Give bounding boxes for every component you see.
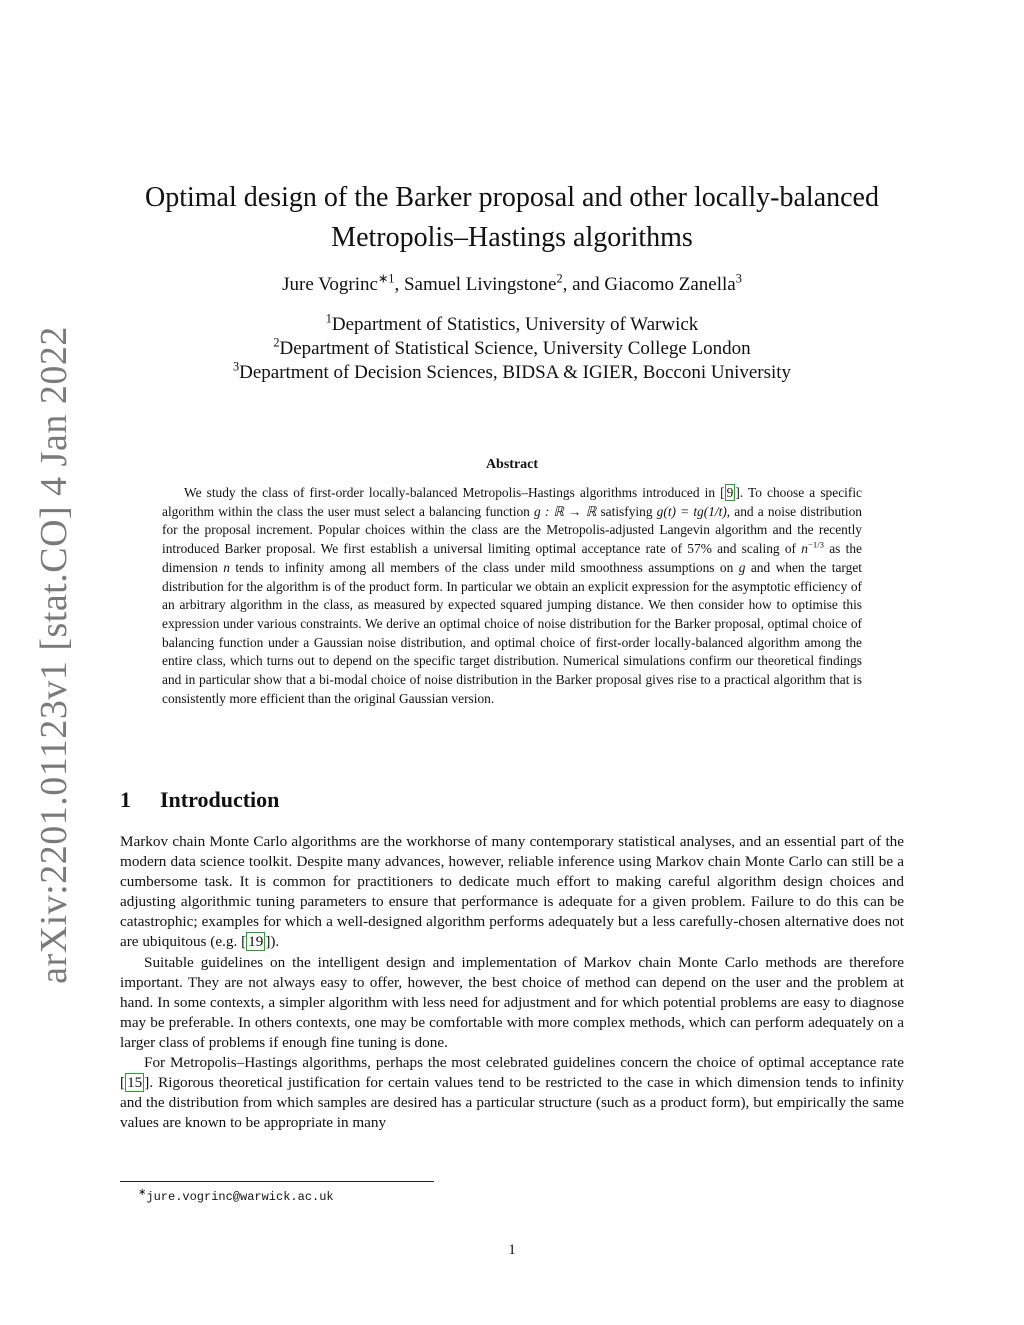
author-name: Jure Vogrinc [282, 274, 378, 295]
affiliation: $^1$Department of Statistics, University of Warwick [325, 311, 699, 335]
affiliation: $^3$Department of Decision Sciences, BIDSA & IGIER, Bocconi University [232, 359, 792, 383]
paragraph: Suitable guidelines on the intelligent design and implementation of Markov chain Monte Carlo methods are therefore important. They are not always easy to offer, however, the best choice of method can depend on the user and the problem at hand. In some contexts, a simpler algorithm with less need for adjustment and for which potential problems are easy to diagnose may be preferable. In others contexts, one may be comfortable with more complex methods, which can perform adequately on a larger class of problems if enough fine tuning is done. [120, 953, 904, 1051]
section-title: Introduction [160, 787, 280, 812]
citation-link[interactable]: 19 [248, 933, 264, 951]
footnote-rule [120, 1181, 434, 1182]
math-expression: g : ℝ → ℝ [534, 503, 597, 519]
page-number: 1 [508, 1242, 516, 1258]
paper-title [120, 178, 904, 258]
abstract-heading: Abstract [485, 457, 539, 472]
author-list [120, 272, 904, 298]
title-line-1: Optimal design of the Barker proposal and other locally-balanced [145, 182, 879, 213]
math-expression: n [801, 541, 808, 557]
math-expression: g [738, 559, 746, 575]
paragraph: Markov chain Monte Carlo algorithms are the workhorse of many contemporary statistical analyses, and an essential part of the modern data science toolkit. Despite many advances, however, reliable inference using Markov chain Monte Carlo can still be a cumbersome task. It is common for practitioners to dedicate much effort to making careful algorithm design choices and adjusting algorithmic tuning parameters to ensure that performance is adequate for a given problem. Failure to do this can be catastrophic; examples for which a well-designed algorithm performs adequately but a less carefully-chosen alternative does not are ubiquitous (e.g. [ 19 ]). [120, 833, 904, 951]
author-name: , and Giacomo Zanella [562, 274, 736, 295]
abstract-body: We study the class of first-order locally-balanced Metropolis–Hastings algorithms introduced in [ 9 ]. To choose a specific algorithm within the class the user must select a balancing function g : ℝ → ℝ satisfying g(t) = tg(1/t), and a noise distribution for the proposal increment. Popular choices within the class are the Metropolis-adjusted Langevin algorithm and the recently introduced Barker proposal. We first establish a universal limiting optimal acceptance rate of 57% and scaling of $n^{-1/3}$ as the dimension n tends to infinity among all members of the class under mild smoothness assumptions on g and when the target distribution for the algorithm is of the product form. In particular we obtain an explicit expression for the asymptotic efficiency of an arbitrary algorithm in the class, as measured by expected squared jumping distance. We then consider how to optimise this expression under various constraints. We derive an optimal choice of noise distribution for the Barker proposal, optimal choice of balancing function under a Gaussian noise distribution, and optimal choice of first-order locally-balanced algorithm among the entire class, which turns out to depend on the specific target distribution. Numerical simulations confirm our theoretical findings and in particular show that a bi-modal choice of noise distribution in the Barker proposal gives rise to a practical algorithm that is consistently more efficient than the original Gaussian version. [162, 485, 863, 706]
author-marker: ∗1 [377, 271, 395, 286]
affiliation: $^2$Department of Statistical Science, University College London [273, 335, 751, 359]
author-name: , Samuel Livingstone [394, 274, 557, 295]
footnote-email[interactable]: jure.vogrinc@warwick.ac.uk [146, 1190, 334, 1204]
title-line-2: Metropolis–Hastings algorithms [331, 222, 693, 253]
math-expression: g(t) = tg(1/t) [656, 503, 727, 519]
author-marker: 2 [556, 271, 563, 286]
affiliation-list [120, 313, 904, 385]
section-heading [120, 787, 279, 813]
author-marker: 3 [735, 271, 742, 286]
arxiv-stamp: arXiv:2201.01123v1 [stat.CO] 4 Jan 2022 [33, 326, 75, 984]
footnote-marker: ∗ [138, 1187, 147, 1198]
introduction-body [120, 832, 904, 1133]
citation-link[interactable]: 9 [726, 485, 734, 500]
paragraph: For Metropolis–Hastings algorithms, perhaps the most celebrated guidelines concern the choice of optimal acceptance rate [ 15 ]. Rigorous theoretical justification for certain values tend to be restricted to the case in which dimension tends to infinity and the distribution from which samples are desired has a particular structure (such as a product form), but empirically the same values are known to be appropriate in many [120, 1054, 904, 1132]
section-number: 1 [120, 787, 131, 812]
footnote [138, 1187, 334, 1204]
citation-link[interactable]: 15 [127, 1074, 143, 1092]
math-expression: n [223, 559, 230, 575]
